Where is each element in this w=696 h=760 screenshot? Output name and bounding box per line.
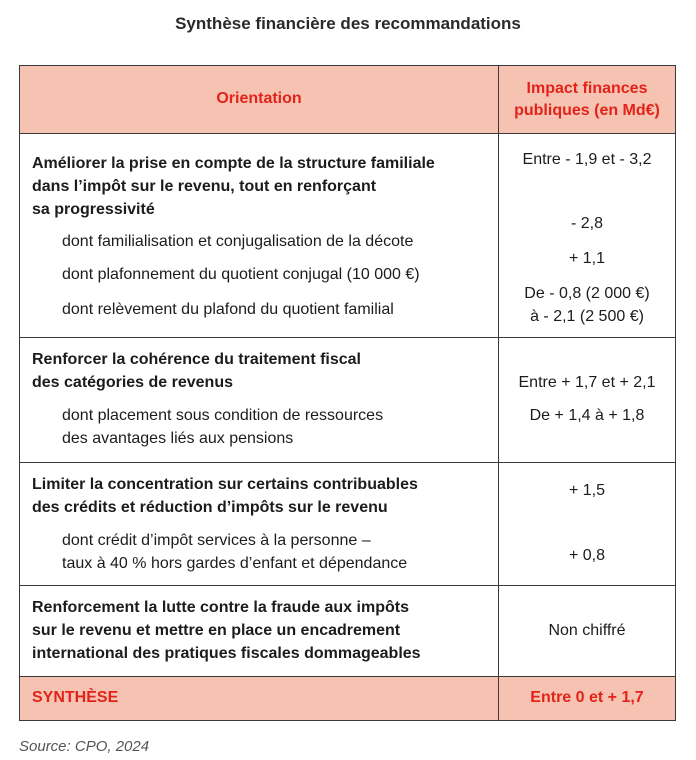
row-2-sub-1-value: De + 1,4 à + 1,8 — [529, 407, 645, 424]
row-2-orientation: Renforcer la cohérence du traitement fiscal des catégories de revenus — [32, 351, 361, 391]
row-1-orientation: Améliorer la prise en compte de la structure familiale dans l’impôt sur le revenu, tout en renforçant sa progressivité — [32, 155, 435, 218]
row-2-sub-1-label: dont placement sous condition de ressources des avantages liés aux pensions — [62, 407, 384, 447]
row-1-sub-2-value: + 1,1 — [568, 250, 606, 267]
row-4-impact: Non chiffré — [548, 622, 626, 639]
row-1-impact: Entre - 1,9 et - 3,2 — [522, 151, 652, 168]
row-divider — [20, 337, 675, 338]
synthesis-label: SYNTHÈSE — [32, 689, 119, 706]
row-3-sub-1-label: dont crédit d’impôt services à la personne – taux à 40 % hors gardes d’enfant et dépendance — [62, 532, 408, 572]
row-1-sub-3-label: dont relèvement du plafond du quotient familial — [62, 301, 394, 318]
synthesis-value: Entre 0 et + 1,7 — [530, 689, 644, 706]
row-4-orientation: Renforcement la lutte contre la fraude aux impôts sur le revenu et mettre en place un encadrement international des pratiques fiscales dommageables — [32, 599, 421, 662]
row-2-impact: Entre + 1,7 et + 2,1 — [518, 374, 656, 391]
recommendations-table — [19, 65, 676, 721]
row-3-sub-1-value: + 0,8 — [568, 547, 606, 564]
row-divider — [20, 676, 675, 677]
header-orientation: Orientation — [216, 90, 302, 107]
row-3-impact: + 1,5 — [568, 482, 606, 499]
row-1-sub-1-value: - 2,8 — [570, 215, 603, 232]
row-3-orientation: Limiter la concentration sur certains contribuables des crédits et réduction d’impôts sur le revenu — [32, 476, 418, 516]
row-divider — [20, 585, 675, 586]
row-divider — [20, 133, 675, 134]
row-1-sub-3-value: De - 0,8 (2 000 €) à - 2,1 (2 500 €) — [524, 285, 650, 325]
row-1-sub-1-label: dont familialisation et conjugalisation de la décote — [62, 233, 414, 250]
row-divider — [20, 462, 675, 463]
header-impact: Impact finances publiques (en Md€) — [514, 80, 660, 119]
row-1-sub-2-label: dont plafonnement du quotient conjugal (10 000 €) — [62, 266, 420, 283]
source-note: Source: CPO, 2024 — [19, 738, 150, 755]
table-title: Synthèse financière des recommandations — [175, 14, 521, 33]
